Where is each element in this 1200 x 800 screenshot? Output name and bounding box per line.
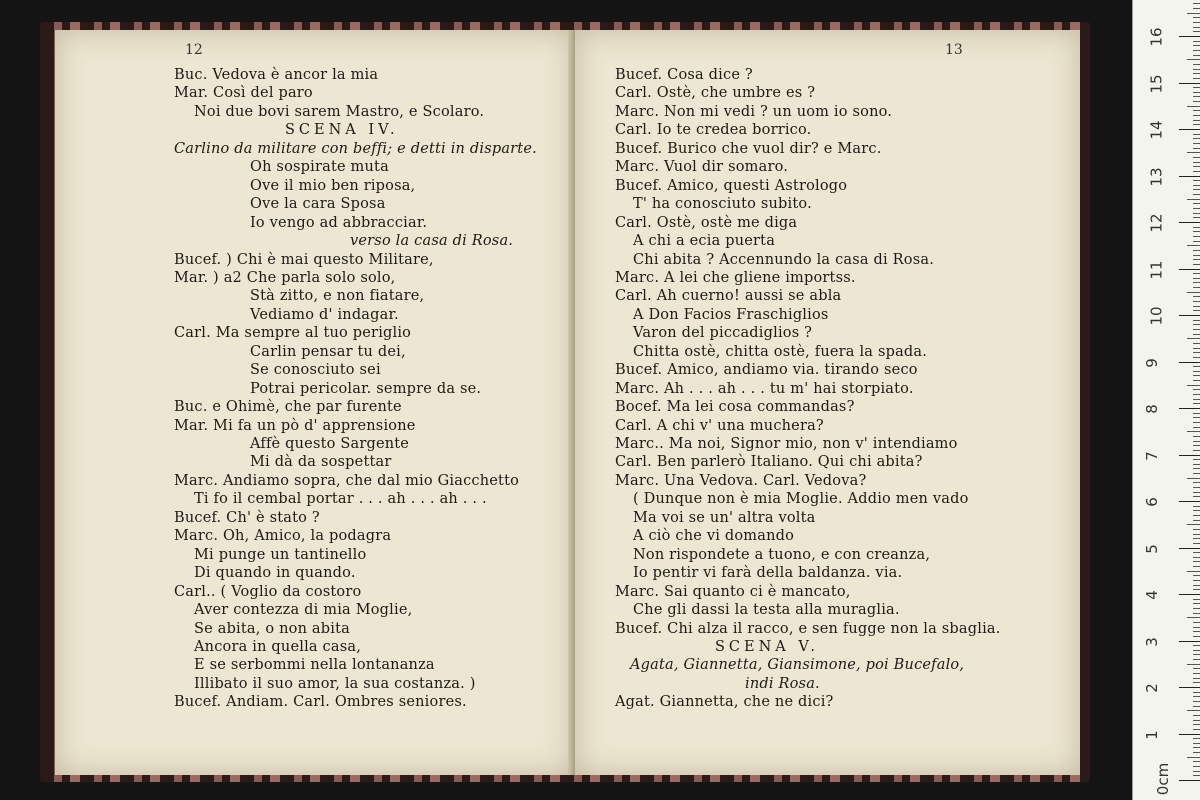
ruler-tick bbox=[1193, 357, 1200, 358]
ruler-tick bbox=[1179, 594, 1200, 595]
ruler-tick bbox=[1187, 571, 1200, 572]
ruler-tick bbox=[1193, 310, 1200, 311]
ruler-tick bbox=[1187, 617, 1200, 618]
ruler-tick bbox=[1193, 157, 1200, 158]
ruler-tick bbox=[1193, 324, 1200, 325]
ruler-tick bbox=[1179, 687, 1200, 688]
ruler-tick bbox=[1179, 548, 1200, 549]
ruler-tick bbox=[1193, 673, 1200, 674]
ruler-tick bbox=[1193, 264, 1200, 265]
right-page-number: 13 bbox=[945, 42, 963, 58]
left_page-line: Ancora in quella casa, bbox=[194, 638, 362, 655]
ruler-tick bbox=[1193, 282, 1200, 283]
ruler-tick bbox=[1193, 701, 1200, 702]
left_page-line: Affè questo Sargente bbox=[250, 436, 410, 452]
ruler-tick bbox=[1179, 176, 1200, 177]
ruler-tick bbox=[1179, 129, 1200, 130]
ruler-tick bbox=[1193, 64, 1200, 65]
ruler-tick bbox=[1193, 608, 1200, 609]
ruler-tick bbox=[1193, 766, 1200, 767]
left_page-line: Marc. Andiamo sopra, che dal mio Giacchetto bbox=[174, 472, 520, 489]
ruler-label: 15 bbox=[1147, 73, 1166, 94]
ruler-tick bbox=[1193, 3, 1200, 4]
ruler-tick bbox=[1193, 236, 1200, 237]
left_page-line: Mar. ) a2 Che parla solo solo, bbox=[174, 269, 396, 286]
ruler-tick bbox=[1193, 203, 1200, 204]
ruler-tick bbox=[1193, 255, 1200, 256]
left_page-line: Mar. Mi fa un pò d' apprensione bbox=[174, 417, 416, 434]
right_page-line: Bucef. Cosa dice ? bbox=[615, 67, 753, 83]
right_page-line: Carl. Ostè, che umbre es ? bbox=[615, 85, 816, 102]
ruler-tick bbox=[1193, 31, 1200, 32]
ruler-tick bbox=[1193, 171, 1200, 172]
ruler-label: 11 bbox=[1147, 259, 1166, 280]
ruler-tick bbox=[1193, 417, 1200, 418]
left_page-line: Se abita, o non abita bbox=[194, 620, 350, 637]
left-page bbox=[55, 30, 573, 775]
ruler-tick bbox=[1193, 771, 1200, 772]
ruler-tick bbox=[1193, 148, 1200, 149]
ruler-label: 16 bbox=[1147, 27, 1166, 47]
right_page-line: T' ha conosciuto subito. bbox=[633, 196, 812, 213]
ruler-tick bbox=[1193, 96, 1200, 97]
ruler-tick bbox=[1193, 380, 1200, 381]
ruler-label: 8 bbox=[1142, 404, 1161, 414]
left_page-line: Aver contezza di mia Moglie, bbox=[194, 602, 413, 619]
ruler-tick bbox=[1193, 603, 1200, 604]
ruler-tick bbox=[1193, 534, 1200, 535]
ruler-tick bbox=[1193, 343, 1200, 344]
left_page-line: Oh sospirate muta bbox=[250, 159, 389, 176]
ruler-tick bbox=[1179, 362, 1200, 363]
ruler-tick bbox=[1187, 431, 1200, 432]
ruler-tick bbox=[1193, 296, 1200, 297]
ruler-tick bbox=[1193, 775, 1200, 776]
ruler-tick bbox=[1193, 645, 1200, 646]
measuring-ruler bbox=[1132, 0, 1200, 800]
ruler-label: 12 bbox=[1147, 213, 1166, 233]
right_page-line: Bocef. Ma lei cosa commandas? bbox=[615, 399, 855, 416]
ruler-tick bbox=[1187, 292, 1200, 293]
ruler-tick bbox=[1193, 69, 1200, 70]
ruler-tick bbox=[1179, 734, 1200, 735]
ruler-tick bbox=[1193, 622, 1200, 623]
ruler-tick bbox=[1193, 636, 1200, 637]
ruler-tick bbox=[1193, 41, 1200, 42]
ruler-label: 1 bbox=[1142, 729, 1161, 740]
ruler-tick bbox=[1193, 166, 1200, 167]
ruler-tick bbox=[1193, 692, 1200, 693]
left-page-number: 12 bbox=[185, 42, 203, 58]
ruler-tick bbox=[1187, 59, 1200, 60]
ruler-tick bbox=[1193, 45, 1200, 46]
left_page-line: Mar. Così del paro bbox=[174, 85, 313, 102]
ruler-tick bbox=[1193, 761, 1200, 762]
ruler-tick bbox=[1193, 482, 1200, 483]
ruler-tick bbox=[1193, 613, 1200, 614]
ruler-tick bbox=[1193, 422, 1200, 423]
ruler-tick bbox=[1193, 631, 1200, 632]
right_page-line: Chitta ostè, chitta ostè, fuera la spada. bbox=[633, 343, 928, 360]
ruler-tick bbox=[1193, 334, 1200, 335]
ruler-tick bbox=[1193, 185, 1200, 186]
ruler-tick bbox=[1193, 208, 1200, 209]
ruler-tick bbox=[1179, 36, 1200, 37]
ruler-tick bbox=[1193, 589, 1200, 590]
ruler-tick bbox=[1193, 73, 1200, 74]
ruler-tick bbox=[1193, 436, 1200, 437]
ruler-label: 5 bbox=[1142, 543, 1161, 554]
ruler-tick bbox=[1193, 510, 1200, 511]
ruler-tick bbox=[1193, 543, 1200, 544]
left_page-line: Potrai pericolar. sempre da se. bbox=[250, 380, 482, 397]
right_page-line: Marc. Non mi vedi ? un uom io sono. bbox=[615, 103, 893, 120]
ruler-tick bbox=[1193, 659, 1200, 660]
right_page-line: Marc. A lei che gliene importss. bbox=[615, 269, 856, 286]
right_page-line: Marc. Vuol dir somaro. bbox=[615, 159, 789, 176]
left_page-line: Se conosciuto sei bbox=[250, 362, 381, 379]
right_page-line: Marc. Ah . . . ah . . . tu m' hai storpiato. bbox=[615, 380, 914, 397]
left_page-line: Noi due bovi sarem Mastro, e Scolaro. bbox=[194, 103, 485, 120]
right_page-line: Non rispondete a tuono, e con creanza, bbox=[633, 546, 931, 563]
ruler-tick bbox=[1193, 403, 1200, 404]
ruler-tick bbox=[1193, 115, 1200, 116]
ruler-tick bbox=[1193, 101, 1200, 102]
ruler-tick bbox=[1193, 747, 1200, 748]
right_page-line: Marc.. Ma noi, Signor mio, non v' intendiamo bbox=[615, 436, 958, 452]
ruler-tick bbox=[1187, 152, 1200, 153]
ruler-tick bbox=[1193, 348, 1200, 349]
ruler-tick bbox=[1187, 710, 1200, 711]
ruler-tick bbox=[1193, 55, 1200, 56]
left_page-line: Carl.. ( Voglio da costoro bbox=[174, 583, 362, 600]
ruler-tick bbox=[1193, 538, 1200, 539]
ruler-tick bbox=[1187, 757, 1200, 758]
ruler-label: 6 bbox=[1142, 497, 1161, 507]
right_page-line: Marc. Una Vedova. Carl. Vedova? bbox=[615, 472, 867, 489]
ruler-tick bbox=[1187, 478, 1200, 479]
left_page-line: Bucef. Ch' è stato ? bbox=[174, 509, 320, 526]
ruler-tick bbox=[1193, 566, 1200, 567]
ruler-tick bbox=[1193, 389, 1200, 390]
left_page-line: Bucef. ) Chi è mai questo Militare, bbox=[174, 251, 434, 268]
ruler-tick bbox=[1193, 627, 1200, 628]
ruler-tick bbox=[1193, 668, 1200, 669]
ruler-tick bbox=[1193, 459, 1200, 460]
right_page-line: Agata, Giannetta, Giansimone, poi Bucefalo, bbox=[630, 657, 965, 674]
ruler-tick bbox=[1193, 301, 1200, 302]
ruler-tick bbox=[1187, 664, 1200, 665]
ruler-tick bbox=[1187, 338, 1200, 339]
ruler-tick bbox=[1193, 259, 1200, 260]
right_page-line: indi Rosa. bbox=[745, 675, 820, 692]
ruler-tick bbox=[1187, 524, 1200, 525]
left_page-line: Di quando in quando. bbox=[194, 565, 356, 582]
ruler-label: 2 bbox=[1142, 683, 1161, 693]
ruler-tick bbox=[1193, 445, 1200, 446]
ruler-tick bbox=[1193, 227, 1200, 228]
ruler-tick bbox=[1193, 580, 1200, 581]
left_page-line: Stà zitto, e non fiatare, bbox=[250, 288, 425, 305]
ruler-tick bbox=[1193, 427, 1200, 428]
ruler-tick bbox=[1193, 487, 1200, 488]
ruler-tick bbox=[1193, 561, 1200, 562]
ruler-tick bbox=[1193, 650, 1200, 651]
ruler-label: 7 bbox=[1142, 450, 1161, 461]
right_page-line: Che gli dassi la testa alla muraglia. bbox=[633, 602, 900, 619]
ruler-tick bbox=[1193, 375, 1200, 376]
ruler-tick bbox=[1193, 138, 1200, 139]
ruler-tick bbox=[1193, 552, 1200, 553]
left_page-line: Io vengo ad abbracciar. bbox=[250, 214, 428, 231]
ruler-tick bbox=[1193, 180, 1200, 181]
ruler-tick bbox=[1193, 231, 1200, 232]
ruler-tick bbox=[1193, 529, 1200, 530]
ruler-tick bbox=[1187, 245, 1200, 246]
ruler-tick bbox=[1193, 143, 1200, 144]
ruler-tick bbox=[1179, 501, 1200, 502]
ruler-tick bbox=[1193, 654, 1200, 655]
ruler-tick bbox=[1193, 752, 1200, 753]
left_page-line: Illibato il suo amor, la sua costanza. ) bbox=[194, 675, 476, 692]
ruler-tick bbox=[1187, 13, 1200, 14]
ruler-tick bbox=[1193, 352, 1200, 353]
ruler-tick bbox=[1179, 455, 1200, 456]
ruler-tick bbox=[1193, 366, 1200, 367]
left_page-line: Vediamo d' indagar. bbox=[250, 306, 399, 323]
right_page-line: A chi a ecia puerta bbox=[633, 233, 776, 250]
ruler-tick bbox=[1193, 78, 1200, 79]
right_page-line: Ma voi se un' altra volta bbox=[633, 509, 816, 526]
ruler-tick bbox=[1193, 575, 1200, 576]
ruler-tick bbox=[1193, 250, 1200, 251]
ruler-tick bbox=[1193, 496, 1200, 497]
ruler-tick bbox=[1193, 22, 1200, 23]
left_page-line: Buc. e Ohimè, che par furente bbox=[174, 399, 402, 416]
ruler-tick bbox=[1193, 413, 1200, 414]
ruler-tick bbox=[1193, 729, 1200, 730]
left_page-line: Ti fo il cembal portar . . . ah . . . ah . . . bbox=[194, 491, 487, 508]
ruler-tick bbox=[1193, 50, 1200, 51]
ruler-tick bbox=[1187, 106, 1200, 107]
right_page-line: Marc. Sai quanto ci è mancato, bbox=[615, 583, 851, 600]
ruler-tick bbox=[1193, 441, 1200, 442]
right_page-line: Carl. Ostè, ostè me diga bbox=[615, 214, 798, 231]
left_page-line: Mi dà da sospettar bbox=[250, 454, 392, 471]
left_page-line: Ove il mio ben riposa, bbox=[250, 177, 416, 194]
ruler-tick bbox=[1193, 87, 1200, 88]
ruler-tick bbox=[1193, 120, 1200, 121]
ruler-label: 9 bbox=[1142, 357, 1161, 368]
ruler-tick bbox=[1179, 269, 1200, 270]
ruler-tick bbox=[1193, 329, 1200, 330]
ruler-tick bbox=[1193, 585, 1200, 586]
ruler-tick bbox=[1179, 83, 1200, 84]
ruler-label: 4 bbox=[1142, 590, 1161, 600]
ruler-tick bbox=[1193, 306, 1200, 307]
ruler-tick bbox=[1193, 371, 1200, 372]
ruler-tick bbox=[1193, 110, 1200, 111]
right_page-line: SCENA V. bbox=[715, 638, 819, 655]
right_page-line: Bucef. Chi alza il racco, e sen fugge non la sbaglia. bbox=[615, 620, 1001, 637]
ruler-tick bbox=[1193, 278, 1200, 279]
ruler-tick bbox=[1193, 738, 1200, 739]
ruler-tick bbox=[1193, 473, 1200, 474]
ruler-label: 13 bbox=[1147, 166, 1166, 187]
left_page-line: SCENA IV. bbox=[285, 122, 399, 139]
left_page-line: Carl. Ma sempre al tuo periglio bbox=[174, 325, 412, 342]
ruler-tick bbox=[1193, 468, 1200, 469]
ruler-tick bbox=[1193, 678, 1200, 679]
left_page-line: Buc. Vedova è ancor la mia bbox=[174, 67, 379, 83]
left_page-line: verso la casa di Rosa. bbox=[350, 233, 514, 250]
ruler-tick bbox=[1193, 27, 1200, 28]
ruler-tick bbox=[1193, 492, 1200, 493]
ruler-label: 10 bbox=[1147, 306, 1166, 326]
left_page-line: Carlin pensar tu dei, bbox=[250, 343, 406, 360]
ruler-tick bbox=[1193, 394, 1200, 395]
right_page-line: Carl. A chi v' una muchera? bbox=[615, 417, 824, 434]
right_page-line: Io pentir vi farà della baldanza. via. bbox=[633, 565, 903, 582]
ruler-tick bbox=[1193, 92, 1200, 93]
right-page bbox=[575, 30, 1080, 775]
ruler-tick bbox=[1193, 724, 1200, 725]
ruler-unit-label: 0cm bbox=[1154, 762, 1173, 796]
right_page-line: A ciò che vi domando bbox=[633, 528, 795, 545]
ruler-tick bbox=[1193, 189, 1200, 190]
ruler-tick bbox=[1193, 320, 1200, 321]
ruler-label: 14 bbox=[1147, 120, 1166, 140]
right_page-line: A Don Facios Fraschiglios bbox=[633, 306, 829, 323]
ruler-tick bbox=[1193, 515, 1200, 516]
ruler-tick bbox=[1193, 17, 1200, 18]
ruler-tick bbox=[1179, 780, 1200, 781]
ruler-tick bbox=[1193, 8, 1200, 9]
ruler-label: 3 bbox=[1142, 636, 1161, 647]
right_page-line: Carl. Ben parlerò Italiano. Qui chi abita? bbox=[615, 454, 923, 471]
ruler-tick bbox=[1193, 464, 1200, 465]
ruler-tick bbox=[1179, 641, 1200, 642]
right_page-line: Carl. Ah cuerno! aussi se abla bbox=[615, 288, 842, 305]
left_page-line: Marc. Oh, Amico, la podagra bbox=[174, 528, 392, 545]
left_page-line: Bucef. Andiam. Carl. Ombres seniores. bbox=[174, 694, 467, 711]
ruler-tick bbox=[1193, 696, 1200, 697]
ruler-tick bbox=[1187, 199, 1200, 200]
ruler-tick bbox=[1193, 124, 1200, 125]
ruler-tick bbox=[1193, 399, 1200, 400]
ruler-tick bbox=[1179, 222, 1200, 223]
left_page-line: Mi punge un tantinello bbox=[194, 546, 367, 563]
right_page-line: ( Dunque non è mia Moglie. Addio men vado bbox=[633, 491, 969, 508]
right_page-line: Agat. Giannetta, che ne dici? bbox=[615, 694, 834, 711]
right_page-line: Carl. Io te credea borrico. bbox=[615, 122, 812, 139]
ruler-tick bbox=[1193, 162, 1200, 163]
ruler-tick bbox=[1193, 743, 1200, 744]
ruler-tick bbox=[1193, 213, 1200, 214]
ruler-tick bbox=[1193, 134, 1200, 135]
right_page-line: Bucef. Amico, questi Astrologo bbox=[615, 177, 848, 194]
ruler-tick bbox=[1193, 599, 1200, 600]
ruler-tick bbox=[1179, 408, 1200, 409]
right_page-line: Chi abita ? Accennundo la casa di Rosa. bbox=[633, 251, 935, 268]
ruler-tick bbox=[1193, 682, 1200, 683]
right_page-line: Varon del piccadiglios ? bbox=[633, 325, 813, 342]
left_page-line: E se serbommi nella lontananza bbox=[194, 657, 435, 674]
ruler-tick bbox=[1193, 557, 1200, 558]
ruler-tick bbox=[1193, 706, 1200, 707]
ruler-tick bbox=[1179, 315, 1200, 316]
ruler-tick bbox=[1193, 217, 1200, 218]
ruler-tick bbox=[1193, 450, 1200, 451]
ruler-tick bbox=[1193, 194, 1200, 195]
left_page-line: Ove la cara Sposa bbox=[250, 196, 386, 213]
ruler-tick bbox=[1193, 520, 1200, 521]
ruler-tick bbox=[1193, 720, 1200, 721]
ruler-tick bbox=[1193, 506, 1200, 507]
ruler-tick bbox=[1193, 241, 1200, 242]
ruler-tick bbox=[1193, 287, 1200, 288]
right_page-line: Bucef. Amico, andiamo via. tirando seco bbox=[615, 362, 918, 379]
ruler-tick bbox=[1187, 385, 1200, 386]
right_page-line: Bucef. Burico che vuol dir? e Marc. bbox=[615, 140, 882, 157]
ruler-tick bbox=[1193, 715, 1200, 716]
ruler-tick bbox=[1193, 273, 1200, 274]
left_page-line: Carlino da militare con beffi; e detti in disparte. bbox=[174, 140, 537, 157]
